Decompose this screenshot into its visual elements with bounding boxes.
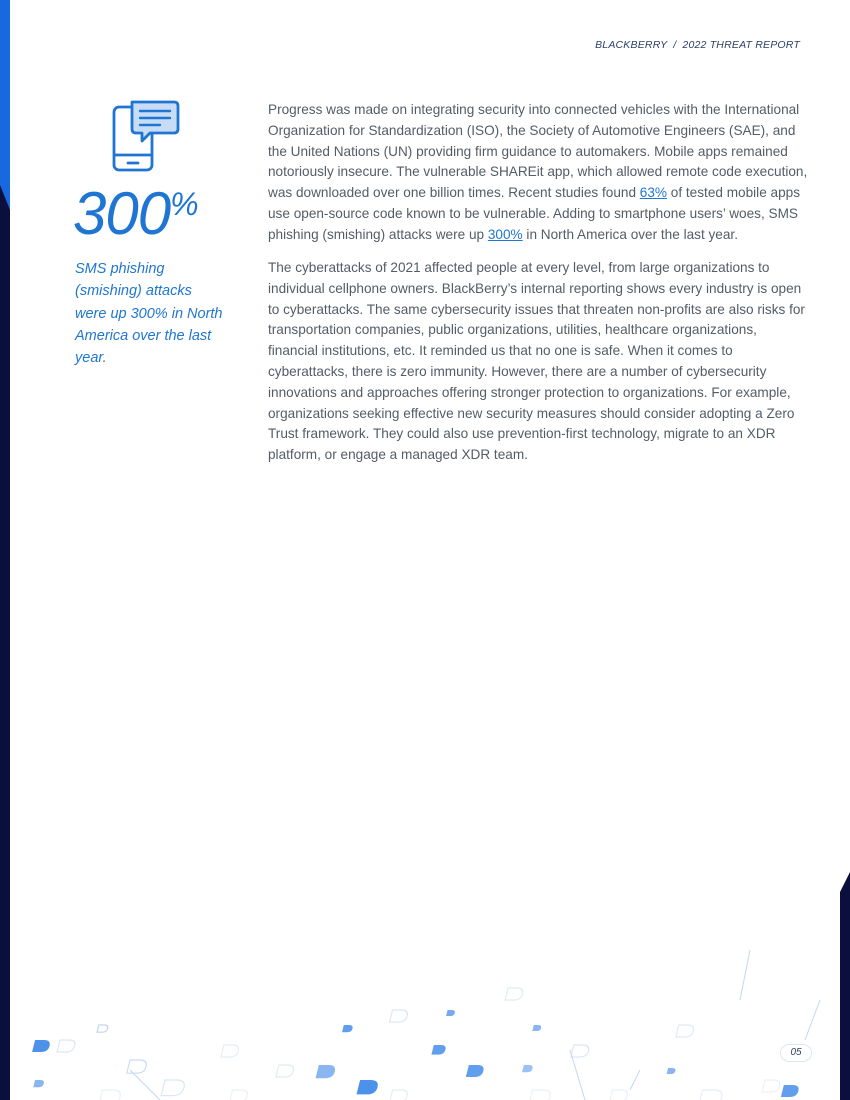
pattern-glyph — [221, 1045, 240, 1057]
pattern-line — [130, 1070, 160, 1100]
paragraph-1-part-a: Progress was made on integrating security into connected vehicles with the International Organization for Standardization (ISO), the Society of Automotive Engineers (SAE), and the United Nations (UN) providing firm guidance to automakers. Mobile apps remained notoriously insecure. The vulnerable SHAREit app, which allowed remote code execution, was downloaded over one billion times. Recent studies found — [268, 102, 808, 201]
pattern-glyph — [781, 1085, 800, 1097]
pattern-glyph — [99, 1090, 122, 1100]
pattern-glyph — [127, 1060, 148, 1073]
decorative-pattern — [10, 940, 840, 1100]
paragraph-2: The cyberattacks of 2021 affected people at every level, from large organizations to individual cellphone owners. BlackBerry’s internal reporting shows every industry is open to cyberattacks. The same cybersecurity issues that threaten non-profits are also risks for transportation companies, public organizations, utilities, healthcare organizations, financial institutions, etc. It reminded us that no one is safe. When it comes to cyberattacks, there is zero immunity. However, there are a number of cybersecurity innovations and approaches offering stronger protection to organizations. For example, organizations seeking effective new security measures should consider adopting a Zero Trust framework. They could also use prevention-first technology, migrate to an XDR platform, or engage a managed XDR team. — [268, 260, 805, 463]
pattern-glyph — [446, 1010, 455, 1016]
main-body-text — [268, 100, 808, 479]
paragraph-1 — [268, 100, 808, 246]
left-edge-decoration — [0, 0, 10, 1100]
stat-caption: SMS phishing (smishing) attacks were up 300% in North America over the last year. — [75, 261, 223, 367]
pattern-glyph — [522, 1065, 533, 1072]
paragraph-1-part-c: in North America over the last year. — [522, 226, 738, 242]
pattern-glyph — [676, 1025, 695, 1037]
page-number: 05 — [780, 1044, 812, 1062]
pattern-glyph — [342, 1025, 353, 1032]
pattern-glyph — [699, 1090, 724, 1100]
pattern-glyph — [529, 1090, 552, 1100]
stat-figure — [73, 180, 199, 247]
smartphone-message-icon — [112, 99, 180, 173]
pattern-glyph — [505, 988, 524, 1000]
pattern-glyph — [316, 1065, 337, 1078]
pattern-glyph — [276, 1065, 295, 1077]
link-300-percent[interactable]: 300% — [487, 226, 523, 242]
stat-unit: % — [170, 186, 199, 222]
link-63-percent[interactable]: 63% — [639, 185, 668, 201]
header-separator: / — [673, 39, 677, 51]
pattern-glyph — [57, 1040, 76, 1052]
pattern-glyph — [466, 1065, 485, 1077]
pattern-glyph — [532, 1025, 541, 1031]
header-report-title: 2022 THREAT REPORT — [682, 39, 800, 51]
stat-value: 300 — [73, 180, 171, 247]
pattern-glyph — [667, 1068, 676, 1074]
page-header — [595, 39, 800, 51]
pattern-glyph — [161, 1080, 186, 1096]
pattern-glyph — [431, 1045, 446, 1055]
pattern-glyph — [32, 1040, 51, 1052]
pattern-glyph — [357, 1080, 380, 1094]
pattern-glyph — [97, 1025, 108, 1032]
pattern-line — [630, 1070, 640, 1090]
pattern-glyph — [610, 1090, 629, 1100]
pattern-glyph — [230, 1090, 249, 1100]
right-edge-decoration — [840, 0, 850, 1100]
pattern-glyph — [571, 1045, 590, 1057]
pattern-glyph — [762, 1080, 781, 1092]
pattern-line — [740, 950, 750, 1000]
pattern-glyph — [390, 1010, 409, 1022]
paragraph-1-part-b: of tested mobile apps use open-source code known to be vulnerable. Adding to smartphone users’ woes, SMS phishing (smishing) attacks were up — [268, 185, 801, 242]
header-brand: BLACKBERRY — [595, 39, 668, 51]
pattern-glyph — [390, 1090, 409, 1100]
pattern-glyph — [33, 1080, 44, 1087]
pattern-line — [805, 1000, 820, 1040]
